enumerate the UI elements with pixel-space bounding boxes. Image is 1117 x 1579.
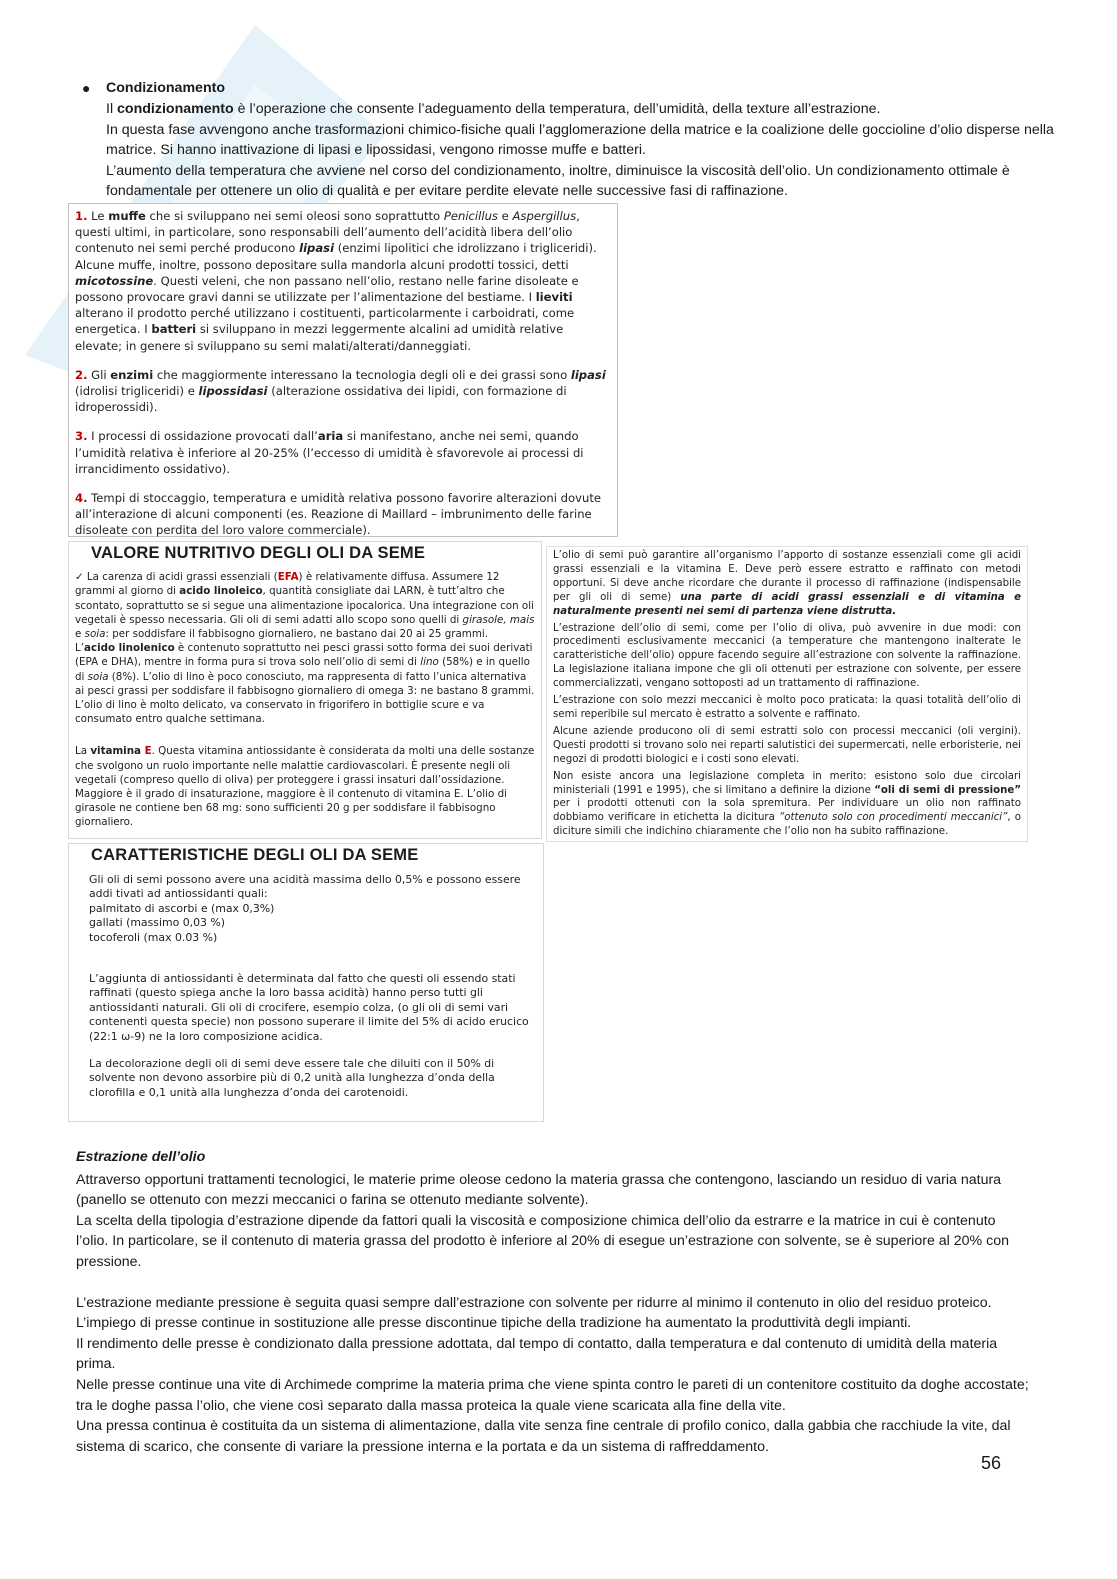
paragraph: L’olio di semi può garantire all’organismo l’apporto di sostanze essenziali come gli acidi grassi essenziali e la vitamina E. Deve però essere estratto e raffinato con metodi opportuni. Si deve anche ricordare che durante il processo di raffinazione (indispensabile per gli oli di seme) una parte di acidi grassi essenziali e di vitamina e naturalmente presenti nei semi di partenza viene distrutta. [553,550,1021,617]
list-item: 1. Le muffe che si sviluppano nei semi oleosi sono soprattutto Penicillus e Aspergillus, questi ultimi, in particolare, sono responsabili dell’aumento dell’acidità libera dell’olio contenuto nei semi perché producono lipasi (enzimi lipolitici che idrolizzano i trigliceridi). Alcune muffe, inoltre, possono depositare sulla mandorla alcuni prodotti tossici, detti micotossine. Questi veleni, che non passano nell’olio, restano nelle farine disoleate e possono provocare gravi danni se utilizzate per l’alimentazione del bestiame. I lieviti alterano il prodotto perché utilizzano i costituenti, particolarmente i carboidrati, come energetica. I batteri si sviluppano in mezzi leggermente alcalini ad umidità relative elevate; in genere si sviluppano su semi malati/alterati/danneggiati. [75,209,597,353]
paragraph: Gli oli di semi possono avere una acidità massima dello 0,5% e possono essere addi tivati ad antiossidanti quali: palmitato di ascorbi e (max 0,3%) gallati (massimo 0,03 %) tocoferoli (max 0.03 %) [89,872,521,944]
paragraph: Non esiste ancora una legislazione completa in merito: esistono solo due circolari ministeriali (1991 e 1995), che si limitano a definire la dizione “oli di semi di pressione” per i prodotti ottenuti con la sola spremitura. Per individuare un olio non raffinato dobbiamo verificare in etichetta la dicitura “ottenuto solo con procedimenti meccanici”, o diciture simili che indichino chiaramente che l’olio non ha subito raffinazione. [553,770,1022,838]
conditioning-body [106,99,1056,202]
paragraph: In questa fase avvengono anche trasformazioni chimico-fisiche quali l’agglomerazione della matrice e la coalizione delle goccioline d’olio disperse nella matrice. Si hanno inattivazione di lipasi e lipossidasi, vengono rimosse muffe e batteri. [106,121,1054,158]
paragraph: L’estrazione con solo mezzi meccanici è molto poco praticata: la quasi totalità dell’olio di semi reperibile sul mercato è estratto a solvente e raffinato. [553,695,1021,720]
extraction-section [76,1147,1031,1457]
paragraph: L’estrazione mediante pressione è seguita quasi sempre dall’estrazione con solvente per ridurre al minimo il contenuto in olio del residuo proteico. [76,1294,992,1311]
list-item: 2. Gli enzimi che maggiormente interessano la tecnologia degli oli e dei grassi sono lipasi (idrolisi trigliceridi) e lipossidasi (alterazione ossidativa dei lipidi, con formazione di idroperossidi). [75,367,606,415]
paragraph: La decolorazione degli oli di semi deve essere tale che diluiti con il 50% di solvente non devono assorbire più di 0,2 unità alla lunghezza d’onda della clorofilla e 0,1 unità alla lunghezza d’onda dei carotenoidi. [89,1056,495,1099]
page-number: 56 [981,1453,1002,1473]
bullet-icon: ● [82,80,91,96]
box-heading: VALORE NUTRITIVO DEGLI OLI DA SEME [91,544,426,562]
nutritional-value-box [68,541,542,839]
paragraph: La vitamina E. Questa vitamina antiossidante è considerata da molti una delle sostanze che svolgono un ruolo importante nelle malattie cardiovascolari. È presente negli oli vegetali (compreso quello di oliva) per proteggere i grassi insaturi dall’ossidazione. Maggiore è il grado di insaturazione, maggiore è il contenuto di vitamina E. L’olio di girasole ne contiene ben 68 mg: sono sufficienti 20 g per soddisfare il fabbisogno giornaliero. [75,745,535,829]
paragraph: L’aumento della temperatura che avviene nel corso del condizionamento, inoltre, diminuisce la viscosità dell’olio. Un condizionamento ottimale è fondamentale per ottenere un olio di qualità e per evitare perdite elevate nelle successive fasi di raffinazione. [106,162,1010,199]
list-item: 4. Tempi di stoccaggio, temperatura e umidità relativa possono favorire alterazioni dovute all’interazione di alcuni componenti (es. Reazione di Maillard – imbrunimento delle farine disoleate con perdita del loro valore commerciale). [75,491,602,538]
paragraph: Nelle presse continue una vite di Archimede comprime la materia prima che viene spinta contro le pareti di un contenitore costituito da doghe accostate; tra le doghe passa l’olio, che viene così separato dalla massa proteica la quale viene scaricata alla fine della vite. [76,1376,1029,1414]
seed-oil-extraction-box [546,546,1028,842]
paragraph: Una pressa continua è costituita da un sistema di alimentazione, dalla vite senza fine centrale di profilo conico, dalla gabbia che racchiude la vite, dal sistema di scarico, che consente di variare la pressione interna e la portata e da un sistema di raffreddamento. [76,1418,1011,1455]
box-heading: CARATTERISTICHE DEGLI OLI DA SEME [91,846,419,864]
list-item: 3. I processi di ossidazione provocati dall’aria si manifestano, anche nei semi, quando l’umidità relativa è inferiore al 20-25% (l’eccesso di umidità è sfavorevole ai processi di irrancidimento ossidativo). [75,429,584,476]
paragraph: L’estrazione dell’olio di semi, come per l’olio di oliva, può avvenire in due modi: con procedimenti esclusivamente meccanici (a temperature che mantengono inalterate le caratteristiche dell’olio) oppure facendo seguire all’estrazione con solvente la raffinazione. La legislazione italiana impone che gli oli ottenuti per estrazione con solvente, per essere commercializzati, vengano sottoposti ad un trattamento di raffinazione. [553,622,1021,690]
paragraph: L’aggiunta di antiossidanti è determinata dal fatto che questi oli essendo stati raffinati (questo spiega anche la loro bassa acidità) hanno perso tutti gli antiossidanti naturali. Gli oli di crocifere, esempio colza, (o gli oli di semi vari contenenti questa specie) non possono superare il limite del 5% di acido erucico (22:1 ω-9) ne la loro composizione acidica. [89,971,529,1043]
alterations-box [68,203,618,537]
paragraph: Alcune aziende producono oli di semi estratti solo con processi meccanici (oli vergini). Questi prodotti si trovano solo nei reparti salutistici dei supermercati, nelle erboristerie, nei negozi di prodotti biologici e i costi sono elevati. [553,725,1021,765]
section-title: Condizionamento [106,80,226,96]
paragraph: L’impiego di presse continue in sostituzione alle presse discontinue tipiche della tradizione ha aumentato la produttività degli impianti. [76,1315,912,1332]
characteristics-box [68,843,544,1122]
paragraph: La scelta della tipologia d’estrazione dipende da fattori quali la viscosità e composizione chimica dell’olio da estrarre e la matrice in cui è contenuto l’olio. In particolare, se il contenuto di materia grassa del prodotto è inferiore al 20% di esegue un’estrazione con solvente, se è superiore al 20% con pressione. [76,1212,1009,1270]
section-heading: Estrazione dell’olio [76,1149,206,1165]
paragraph: Il rendimento delle presse è condizionato dalla pressione adottata, dal tempo di contatto, dalla temperatura e dal contenuto di umidità della materia prima. [76,1335,998,1373]
paragraph: Attraverso opportuni trattamenti tecnologici, le materie prime oleose cedono la materia grassa che contengono, lasciando un residuo di varia natura (panello se ottenuto con mezzi meccanici o farina se ottenuto mediante solvente). [76,1171,1002,1209]
paragraph: ✓ La carenza di acidi grassi essenziali (EFA) è relativamente diffusa. Assumere 12 grammi al giorno di acido linoleico, quantità consigliate dai LARN, è tutt’altro che scontato, soprattutto se si segue una alimentazione ipocalorica. Una integrazione con oli vegetali è spesso necessaria. Gli oli di semi adatti allo scopo sono quelli di girasole, mais e soia: per soddisfare il fabbisogno giornaliero, ne bastano dai 20 ai 25 grammi. L’acido linolenico è contenuto soprattutto nei pesci grassi sotto forma dei suoi derivati (EPA e DHA), mentre in forma pura si trova solo nell’olio di semi di lino (58%) e in quello di soia (8%). L’olio di lino è poco conosciuto, ma rappresenta di fatto l’unica alternativa ai pesci grassi per soddisfare il fabbisogno giornaliero di omega 3: ne bastano 8 grammi. L’olio di lino è molto delicato, va conservato in frigorifero in bottiglie scure e va consumato entro qualche settimana. [75,571,535,726]
paragraph: Il condizionamento è l’operazione che consente l’adeguamento della temperatura, dell’umidità, della texture all’estrazione. [106,101,881,117]
